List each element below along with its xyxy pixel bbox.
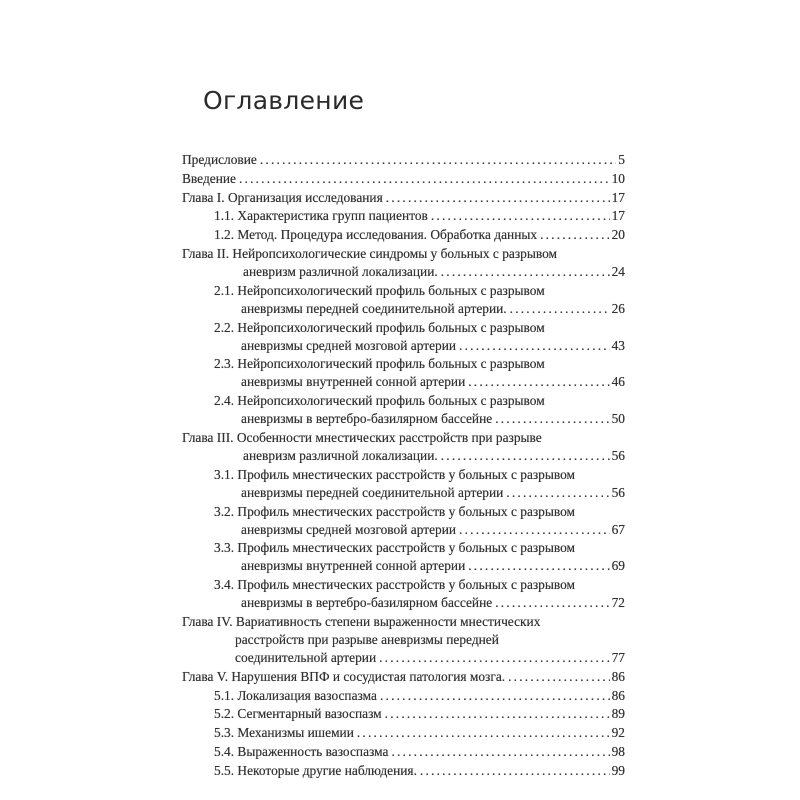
toc-entry-line (182, 724, 625, 742)
dot-leader (382, 705, 610, 723)
toc-entry-title: 5.4. Выраженность вазоспазма (214, 743, 389, 759)
toc-page-number: 26 (611, 300, 625, 316)
toc-page-number: 56 (611, 447, 625, 463)
toc-entry-title: 1.2. Метод. Процедура исследования. Обработка данных (214, 227, 538, 243)
toc-chapter-entry (182, 613, 625, 667)
toc-entry-title: Введение (182, 170, 236, 186)
toc-chapter-entry (182, 189, 625, 207)
toc-entry-title: 1.1. Характеристика групп пациентов (214, 208, 428, 224)
toc-page-number: 24 (611, 263, 625, 279)
dot-leader (505, 668, 609, 686)
toc-entry-title: Глава III. Особенности мнестических расстройств при разрыве (182, 429, 542, 445)
toc-page-number: 86 (611, 668, 625, 684)
page-title: Оглавление (203, 86, 365, 115)
toc-chapter-entry (182, 429, 625, 465)
dot-leader (236, 170, 610, 188)
toc-page-number: 99 (611, 762, 625, 778)
toc-chapter-entry (182, 151, 625, 169)
toc-section-entry (182, 743, 625, 761)
toc-entry-title: аневризмы передней соединительной артерии (241, 484, 504, 500)
toc-entry-line (182, 226, 625, 244)
toc-entry-line (182, 705, 625, 723)
toc-entry-title: Глава IV. Вариативность степени выраженности мнестических (182, 613, 541, 629)
toc-entry-line (182, 466, 625, 484)
toc-section-entry (182, 226, 625, 244)
toc-section-entry (182, 539, 625, 575)
toc-page-number: 89 (611, 706, 625, 722)
toc-page-number: 5 (618, 152, 625, 167)
dot-leader (507, 300, 610, 318)
toc-entry-line (182, 484, 625, 502)
toc-entry-title: 2.3. Нейропсихологический профиль больных с разрывом (214, 356, 545, 372)
toc-chapter-entry (182, 170, 625, 188)
dot-leader (492, 410, 609, 428)
dot-leader (257, 151, 616, 169)
dot-leader (377, 687, 610, 705)
dot-leader (383, 189, 610, 207)
toc-entry-line (182, 373, 625, 391)
toc-entry-line (182, 539, 625, 557)
toc-entry-line (182, 521, 625, 539)
toc-entry-line (182, 668, 625, 686)
toc-page-number: 10 (611, 170, 625, 186)
toc-entry-title: расстройств при разрыве аневризмы передней (235, 631, 499, 647)
toc-entry-title: соединительной артерии (235, 649, 377, 665)
toc-entry-line (182, 447, 625, 465)
toc-entry-line (182, 631, 625, 649)
dot-leader (465, 557, 609, 575)
toc-entry-line (182, 392, 625, 410)
toc-entry-line (182, 189, 625, 207)
toc-chapter-entry (182, 668, 625, 686)
toc-page-number: 86 (611, 687, 625, 703)
toc-section-entry (182, 282, 625, 318)
toc-entry-title: Глава I. Организация исследования (182, 189, 383, 205)
toc-entry-title: Глава V. Нарушения ВПФ и сосудистая патология мозга. (182, 668, 506, 684)
toc-page-number: 72 (611, 595, 625, 611)
toc-entry-line (182, 410, 625, 428)
toc-entry-line (182, 300, 625, 318)
dot-leader (537, 226, 610, 244)
toc-section-entry (182, 576, 625, 612)
toc-section-entry (182, 705, 625, 723)
toc-page-number: 17 (611, 189, 625, 205)
toc-entry-title: аневризмы в вертебро-базилярном бассейне (241, 411, 493, 427)
toc-section-entry (182, 762, 625, 780)
toc-entry-title: аневризмы средней мозговой артерии (241, 337, 457, 353)
dot-leader (465, 373, 609, 391)
toc-entry-title: аневризм различной локализации. (243, 447, 438, 463)
toc-section-entry (182, 724, 625, 742)
toc-entry-line (182, 594, 625, 612)
toc-entry-title: 3.3. Профиль мнестических расстройств у больных с разрывом (214, 540, 576, 556)
toc-entry-title: 3.2. Профиль мнестических расстройств у больных с разрывом (214, 503, 576, 519)
toc-entry-title: 5.1. Локализация вазоспазма (214, 687, 377, 703)
toc-entry-title: 3.1. Профиль мнестических расстройств у больных с разрывом (214, 466, 576, 482)
toc-section-entry (182, 687, 625, 705)
dot-leader (417, 762, 610, 780)
dot-leader (438, 447, 610, 465)
dot-leader (376, 649, 609, 667)
toc-entry-title: 5.5. Некоторые другие наблюдения. (214, 762, 417, 778)
dot-leader (388, 743, 609, 761)
table-of-contents (182, 151, 625, 781)
toc-section-entry (182, 319, 625, 355)
toc-entry-title: аневризмы средней мозговой артерии (241, 521, 457, 537)
toc-entry-title: Предисловие (182, 152, 257, 167)
toc-page-number: 77 (611, 649, 625, 665)
toc-entry-line (182, 613, 625, 631)
toc-entry-line (182, 245, 625, 263)
dot-leader (492, 594, 609, 612)
toc-entry-line (182, 576, 625, 594)
toc-page-number: 50 (611, 411, 625, 427)
toc-page-number: 56 (611, 484, 625, 500)
toc-entry-title: 5.2. Сегментарный вазоспазм (214, 706, 382, 722)
toc-entry-title: аневризмы внутренней сонной артерии (241, 558, 466, 574)
toc-section-entry (182, 392, 625, 428)
toc-page-number: 20 (611, 227, 625, 243)
toc-entry-line (182, 762, 625, 780)
dot-leader (354, 724, 610, 742)
toc-entry-line (182, 743, 625, 761)
toc-entry-title: 2.4. Нейропсихологический профиль больных с разрывом (214, 393, 545, 409)
toc-section-entry (182, 355, 625, 391)
toc-entry-line (182, 687, 625, 705)
toc-page-number: 69 (611, 558, 625, 574)
toc-page-number: 17 (611, 208, 625, 224)
toc-entry-line (182, 282, 625, 300)
toc-entry-line (182, 207, 625, 225)
toc-entry-title: 2.2. Нейропсихологический профиль больных с разрывом (214, 319, 545, 335)
toc-chapter-entry (182, 245, 625, 281)
toc-section-entry (182, 503, 625, 539)
toc-entry-title: 5.3. Механизмы ишемии (214, 725, 354, 741)
toc-entry-title: 3.4. Профиль мнестических расстройств у больных с разрывом (214, 577, 576, 593)
toc-entry-title: Глава II. Нейропсихологические синдромы у больных с разрывом (182, 245, 557, 261)
toc-entry-line (182, 355, 625, 373)
dot-leader (456, 337, 610, 355)
dot-leader (503, 484, 609, 502)
toc-entry-title: аневризмы внутренней сонной артерии (241, 374, 466, 390)
dot-leader (438, 263, 610, 281)
toc-entry-line (182, 151, 625, 169)
toc-entry-line (182, 429, 625, 447)
dot-leader (428, 207, 610, 225)
toc-section-entry (182, 466, 625, 502)
toc-entry-line (182, 170, 625, 188)
toc-page-number: 43 (611, 337, 625, 353)
toc-entry-line (182, 557, 625, 575)
toc-page-number: 98 (611, 743, 625, 759)
toc-entry-line (182, 319, 625, 337)
dot-leader (456, 521, 610, 539)
toc-entry-title: 2.1. Нейропсихологический профиль больных с разрывом (214, 282, 545, 298)
toc-entry-line (182, 263, 625, 281)
toc-page-number: 92 (611, 725, 625, 741)
toc-entry-title: аневризм различной локализации. (243, 263, 438, 279)
toc-page-number: 67 (611, 521, 625, 537)
toc-entry-title: аневризмы передней соединительной артерии. (241, 300, 507, 316)
toc-entry-line (182, 649, 625, 667)
toc-entry-title: аневризмы в вертебро-базилярном бассейне (241, 595, 493, 611)
toc-entry-line (182, 337, 625, 355)
toc-section-entry (182, 207, 625, 225)
toc-entry-line (182, 503, 625, 521)
toc-page-number: 46 (611, 374, 625, 390)
